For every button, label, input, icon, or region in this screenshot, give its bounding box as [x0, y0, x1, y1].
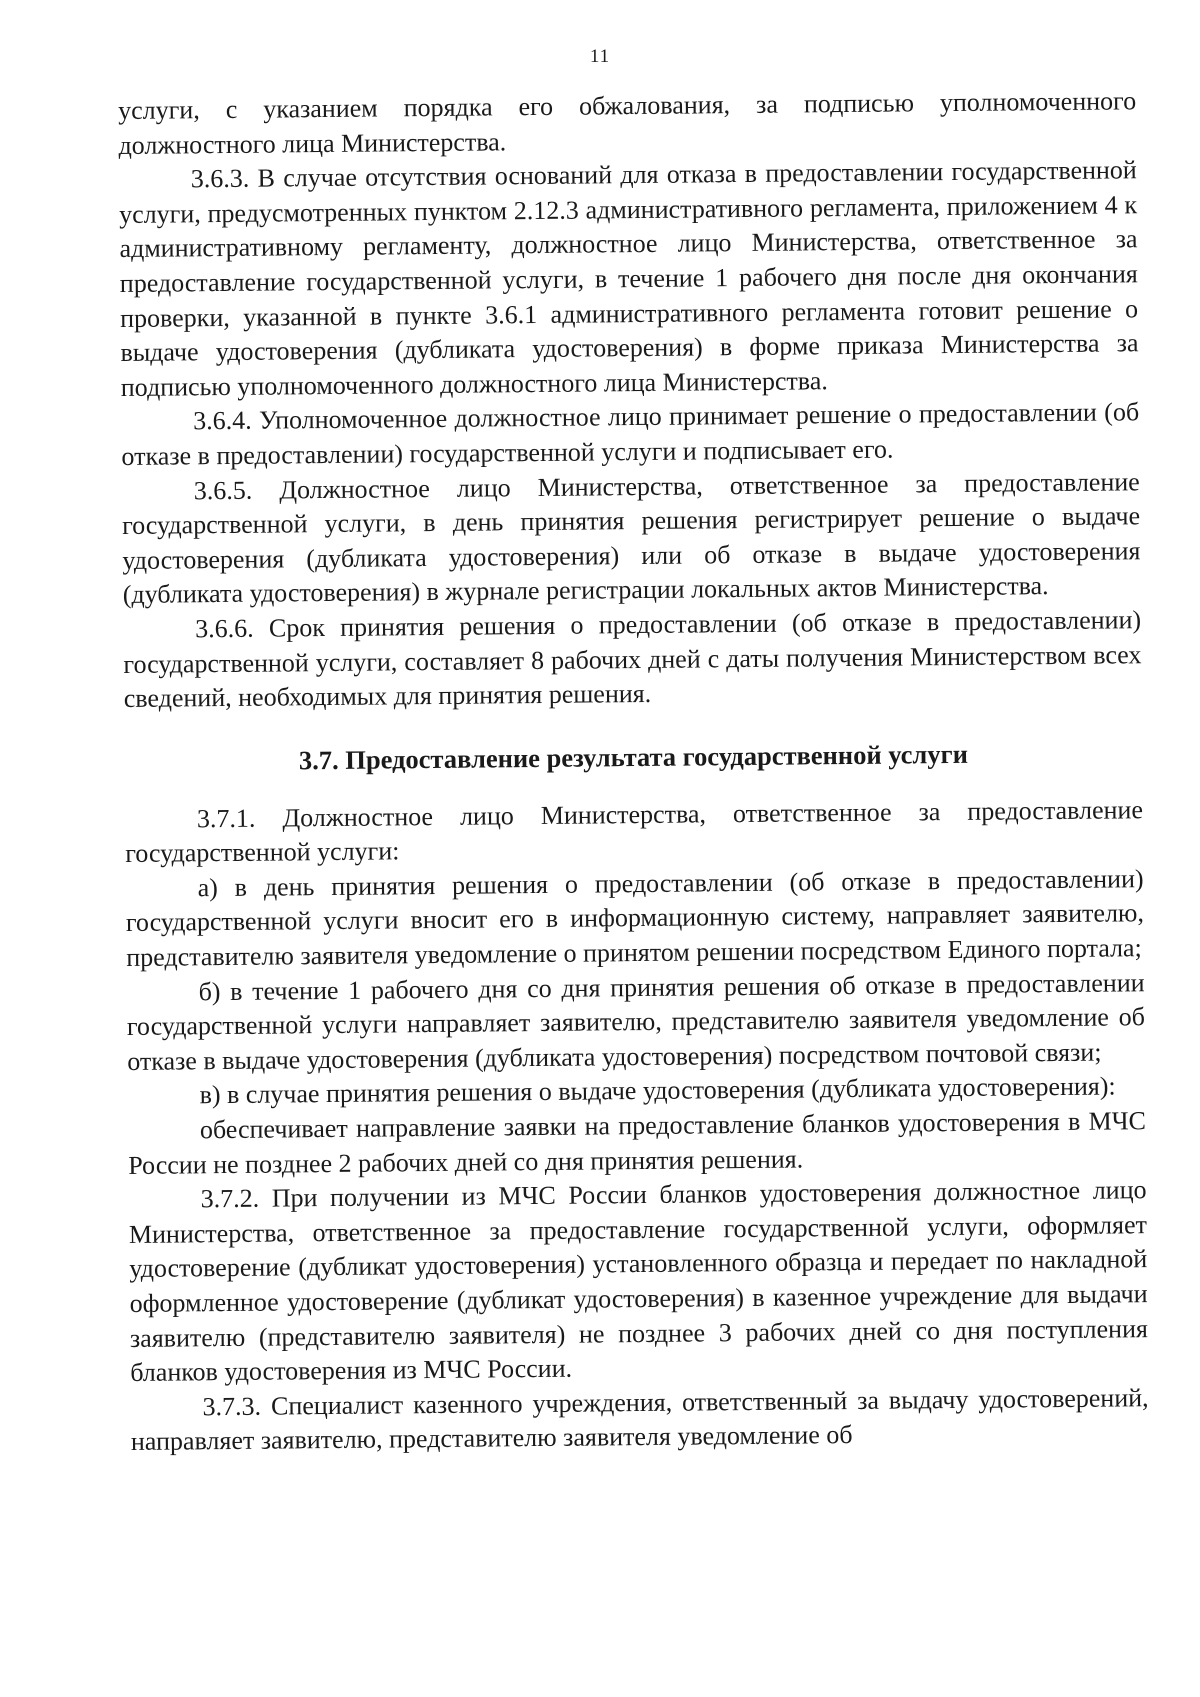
- paragraph-3-6-5: 3.6.5. Должностное лицо Министерства, ответственное за предоставление государственной услуги, в день принятия решения регистрирует решение о выдаче удостоверения (дубликата удостоверения) или об отказе в выдаче удостоверения (дубликата удостоверения) в журнале регистрации локальных актов Министерства.: [122, 466, 1141, 610]
- list-item-b: б) в течение 1 рабочего дня со дня принятия решения об отказе в предоставлении государственной услуги направляет заявителю, представителю заявителя уведомление об отказе в выдаче удостоверения (дубликата удостоверения) посредством почтовой связи;: [126, 967, 1146, 1076]
- document-body: [118, 84, 1149, 1460]
- list-item-v-detail: обеспечивает направление заявки на предоставление бланков удостоверения в МЧС России не позднее 2 рабочих дней со дня принятия решения.: [128, 1106, 1147, 1180]
- paragraph-3-7-3: 3.7.3. Специалист казенного учреждения, ответственный за выдачу удостоверений, направляет заявителю, представителю заявителя уведомление об: [130, 1382, 1149, 1457]
- paragraph-3-7-2: 3.7.2. При получении из МЧС России бланков удостоверения должностное лицо Министерства, ответственное за предоставление государственной услуги, оформляет удостоверение (дубликат удостоверения) установленного образца и передает по накладной оформленное удостоверение (дубликат удостоверения) в казенное учреждение для выдачи заявителю (представителю заявителя) не позднее 3 рабочих дней со дня поступления бланков удостоверения из МЧС России.: [128, 1175, 1149, 1388]
- paragraph-3-6-3: 3.6.3. В случае отсутствия оснований для отказа в предоставлении государственной услуги, предусмотренных пунктом 2.12.3 административного регламента, приложением 4 к административному регламенту, должностное лицо Министерства, ответственное за предоставление государственной услуги, в течение 1 рабочего дня после дня окончания проверки, указанной в пункте 3.6.1 административного регламента готовит решение о выдаче удостоверения (дубликата удостоверения) в форме приказа Министерства за подписью уполномоченного должностного лица Министерства.: [119, 155, 1139, 402]
- paragraph-continuation: услуги, с указанием порядка его обжалования, за подписью уполномоченного должностного лица Министерства.: [118, 86, 1137, 160]
- section-heading-3-7: 3.7. Предоставление результата государственной услуги: [298, 738, 969, 775]
- paragraph-3-6-4: 3.6.4. Уполномоченное должностное лицо принимает решение о предоставлении (об отказе в предоставлении) государственной услуги и подписывает его.: [121, 397, 1140, 471]
- list-item-a: а) в день принятия решения о предоставлении (об отказе в предоставлении) государственной услуги вносит его в информационную систему, направляет заявителю, представителю заявителя уведомление о принятом решении посредством Единого портала;: [125, 864, 1145, 973]
- paragraph-3-7-1: 3.7.1. Должностное лицо Министерства, ответственное за предоставление государственной услуги:: [125, 794, 1144, 869]
- list-item-v: в) в случае принятия решения о выдаче удостоверения (дубликата удостоверения):: [199, 1071, 1116, 1110]
- page-number: 11: [589, 46, 611, 67]
- paragraph-3-6-6: 3.6.6. Срок принятия решения о предоставлении (об отказе в предоставлении) государственной услуги, составляет 8 рабочих дней с даты получения Министерством всех сведений, необходимых для принятия решения.: [123, 605, 1142, 714]
